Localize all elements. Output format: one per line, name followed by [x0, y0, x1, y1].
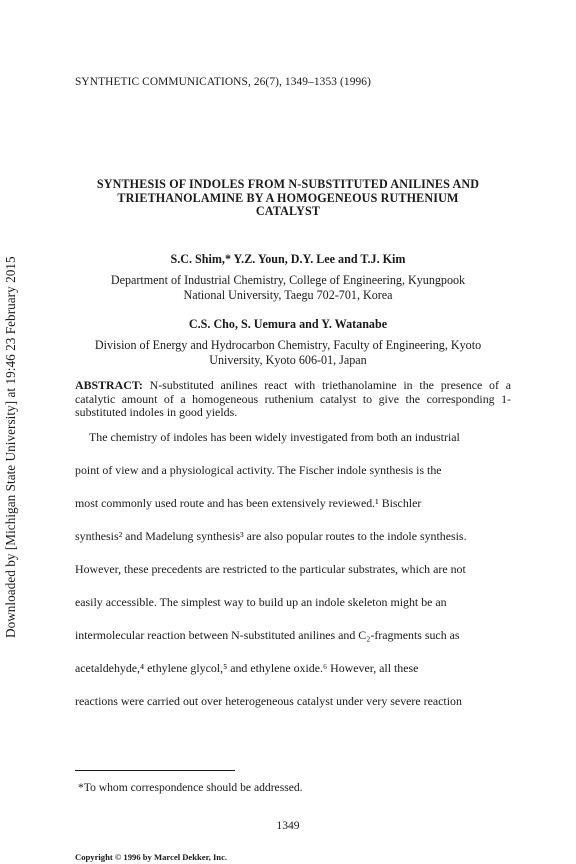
affiliation-line: Division of Energy and Hydrocarbon Chemistry, Faculty of Engineering, Kyoto — [94, 338, 482, 352]
body-line: reactions were carried out over heterogeneous catalyst under very severe reaction — [75, 694, 462, 708]
affiliation-line: Department of Industrial Chemistry, College of Engineering, Kyungpook — [110, 273, 466, 287]
article-title — [70, 178, 506, 219]
affiliation-2 — [70, 338, 506, 367]
title-line: TRIETHANOLAMINE BY A HOMOGENEOUS RUTHENIUM — [117, 190, 459, 205]
title-line: CATALYST — [255, 204, 321, 218]
body-line: However, these precedents are restricted to the particular substrates, which are not — [75, 562, 466, 576]
abstract-label: ABSTRACT: — [75, 378, 143, 392]
abstract — [75, 379, 511, 420]
download-note: Downloaded by [Michigan State University] at 19:46 23 February 2015 — [3, 256, 18, 638]
body-line: easily accessible. The simplest way to build up an indole skeleton might be an — [75, 595, 447, 609]
copyright-line: Copyright © 1996 by Marcel Dekker, Inc. — [75, 852, 228, 862]
author-list-2: C.S. Cho, S. Uemura and Y. Watanabe — [188, 317, 388, 331]
footnote-rule — [75, 770, 235, 771]
body-line: The chemistry of indoles has been widely investigated from both an industrial — [89, 430, 460, 444]
affiliation-1 — [70, 273, 506, 302]
abstract-text: N-substituted anilines react with triethanolamine in the presence of a catalytic amount of a homogeneous ruthenium catalyst to give the corresponding 1-substituted indoles in good yields. — [75, 378, 511, 419]
author-list-1: S.C. Shim,* Y.Z. Youn, D.Y. Lee and T.J. Kim — [170, 252, 406, 266]
body-line: synthesis² and Madelung synthesis³ are also popular routes to the indole synthesis. — [75, 529, 467, 543]
body-line: point of view and a physiological activity. The Fischer indole synthesis is the — [75, 463, 442, 477]
title-line: SYNTHESIS OF INDOLES FROM N-SUBSTITUTED ANILINES AND — [96, 177, 480, 191]
body-line: intermolecular reaction between N-substituted anilines and C₂-fragments such as — [75, 628, 460, 642]
body-line: acetaldehyde,⁴ ethylene glycol,⁵ and ethylene oxide.⁶ However, all these — [75, 661, 419, 675]
page-number: 1349 — [276, 819, 300, 832]
download-watermark — [0, 0, 22, 864]
affiliation-line: National University, Taegu 702-701, Korea — [183, 287, 393, 302]
affiliation-line: University, Kyoto 606-01, Japan — [209, 352, 367, 367]
journal-header: SYNTHETIC COMMUNICATIONS, 26(7), 1349–1353 (1996) — [75, 76, 371, 88]
body-line: most commonly used route and has been extensively reviewed.¹ Bischler — [75, 496, 422, 510]
footnote: *To whom correspondence should be addressed. — [78, 781, 303, 794]
